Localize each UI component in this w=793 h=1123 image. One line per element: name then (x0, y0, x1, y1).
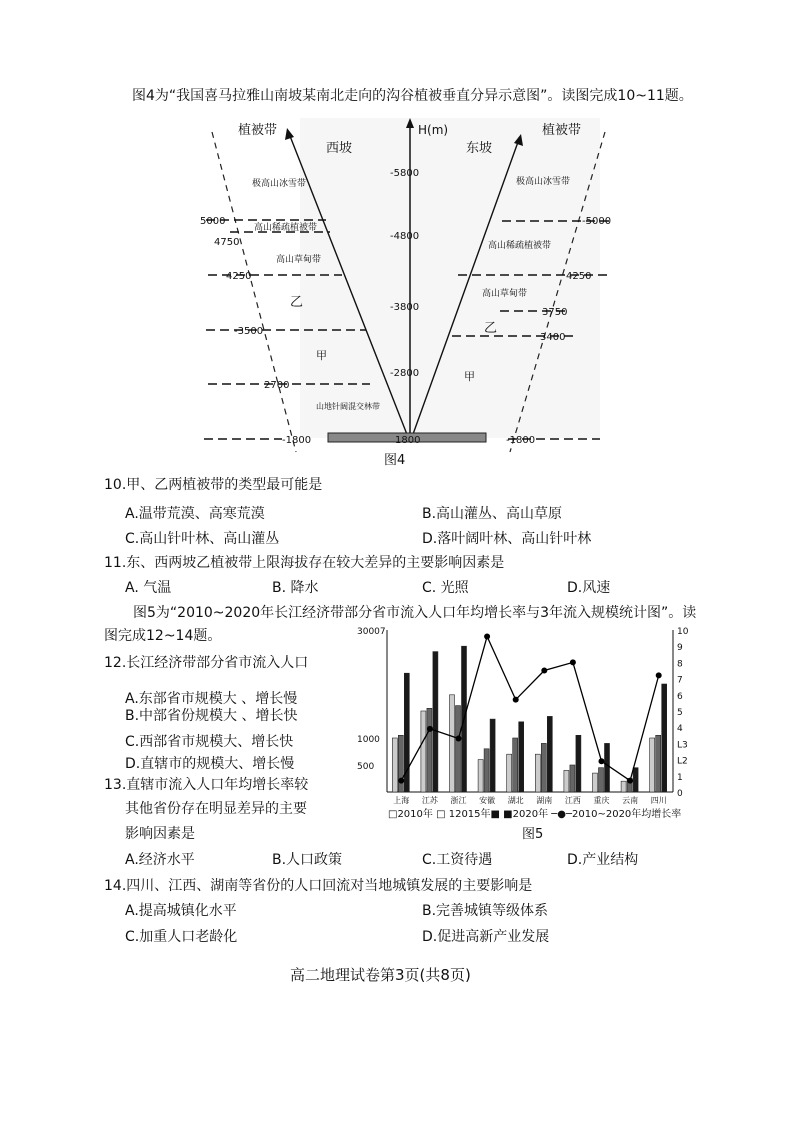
figure-4-diagram (190, 112, 620, 458)
bar-2010年 (593, 773, 598, 792)
zone-label: 高山稀疏植被带 (488, 241, 552, 251)
q11-option-a: A. 气温 (125, 580, 172, 596)
q14-option-c: C.加重人口老龄化 (125, 929, 238, 945)
axis-tick: -5800 (390, 168, 420, 179)
veg-label-left: 植被带 (238, 123, 278, 138)
bar-2015年 (513, 738, 518, 792)
legend-2020: ■2020年 ─●─2010~2020年均增长率 (503, 809, 682, 820)
q12-option-d: D.直辖市的规模大、增长慢 (125, 756, 295, 772)
zone-label: 极高山冰雪带 (252, 179, 307, 189)
axis-tick: 1800 (395, 435, 421, 446)
x-tick-label: 湖南 (536, 796, 553, 805)
figure-5-caption: 图5 (522, 827, 544, 842)
zone-label: 高山稀疏植被带 (254, 223, 318, 233)
y-tick-right: 8 (677, 659, 683, 670)
right-mark: -5000 (582, 216, 612, 227)
growth-rate-point (599, 758, 605, 764)
left-mark: -3500 (234, 326, 264, 337)
bar-2020年 (633, 768, 638, 792)
bar-2010年 (450, 695, 455, 792)
x-tick-label: 浙江 (450, 796, 467, 805)
x-tick-label: 云南 (622, 796, 639, 805)
zone-label: 甲 (464, 370, 475, 383)
zone-label: 高山草甸带 (276, 255, 322, 265)
y-tick-right: L2 (677, 756, 688, 767)
question-11-stem: 11.东、西两坡乙植被带上限海拔存在较大差异的主要影响因素是 (104, 555, 505, 571)
x-tick-label: 安徽 (479, 796, 496, 805)
zone-label: 乙 (484, 321, 498, 336)
q12-option-b: B.中部省份规模大 、增长快 (125, 708, 298, 724)
zone-label: 高山草甸带 (482, 289, 528, 299)
right-mark: 4250 (566, 271, 592, 282)
bar-2010年 (564, 770, 569, 792)
left-mark: 5000 (200, 216, 226, 227)
y-tick-right: L3 (677, 740, 688, 751)
axis-tick: -2800 (390, 368, 420, 379)
question-13-stem-1: 13.直辖市流入人口年均增长率较 (104, 777, 309, 793)
bar-2020年 (490, 719, 495, 792)
left-mark: 2700 (264, 380, 290, 391)
east-slope-label: 东坡 (466, 141, 493, 156)
bar-2015年 (599, 768, 604, 792)
q10-option-a: A.温带荒漠、高寒荒漠 (125, 506, 265, 522)
bar-2015年 (456, 706, 461, 792)
growth-rate-point (398, 778, 404, 784)
y-tick-right: 7 (677, 675, 683, 686)
axis-tick: -4800 (390, 231, 420, 242)
legend-2010: □2010年 □ (388, 809, 446, 820)
left-mark: 4250 (226, 271, 252, 282)
zone-label: 极高山冰雪带 (516, 177, 571, 187)
y-tick-left: 1000 (357, 735, 380, 745)
bar-2020年 (576, 735, 581, 792)
y-tick-right: 9 (677, 643, 683, 654)
q14-option-b: B.完善城镇等级体系 (422, 903, 549, 919)
fig5-intro-cont: 图完成12~14题。 (104, 628, 222, 644)
q13-option-d: D.产业结构 (567, 852, 639, 868)
q11-option-d: D.风速 (567, 580, 611, 596)
q11-option-b: B. 降水 (272, 580, 319, 596)
bar-2015年 (656, 735, 661, 792)
chart-legend (388, 806, 681, 824)
bar-2020年 (662, 684, 667, 792)
x-tick-label: 湖北 (507, 796, 524, 805)
bar-2020年 (433, 652, 438, 792)
growth-rate-point (541, 668, 547, 674)
x-tick-label: 江西 (564, 796, 581, 805)
zone-label: 甲 (316, 349, 327, 362)
legend-2015: 12015年■ (448, 809, 500, 820)
page-footer: 高二地理试卷第3页(共8页) (290, 966, 471, 984)
q11-option-c: C. 光照 (422, 580, 469, 596)
axis-label: H(m) (418, 123, 449, 137)
growth-rate-point (427, 726, 433, 732)
y-tick-right: 5 (677, 708, 683, 718)
bar-2010年 (392, 738, 397, 792)
y-tick-right: 0 (677, 789, 683, 799)
right-mark: 3750 (542, 307, 568, 318)
bar-2015年 (541, 743, 546, 792)
bar-2020年 (547, 716, 552, 792)
y-tick-right: 6 (677, 691, 683, 702)
q10-option-d: D.落叶阔叶林、高山针叶林 (422, 531, 592, 547)
q10-option-b: B.高山灌丛、高山草原 (422, 506, 563, 522)
y-tick-right: 10 (677, 627, 689, 637)
zone-label: 山地针阔混交林带 (316, 402, 380, 411)
bar-2010年 (421, 711, 426, 792)
y-tick-right: 1 (677, 772, 683, 783)
fig4-intro: 图4为“我国喜马拉雅山南坡某南北走向的沟谷植被垂直分异示意图”。读图完成10~11题。 (132, 88, 693, 104)
left-mark: -1800 (282, 435, 312, 446)
growth-rate-point (570, 659, 576, 665)
growth-rate-point (456, 736, 462, 742)
figure-5-chart (355, 622, 700, 820)
x-tick-label: 江苏 (421, 796, 438, 805)
q12-option-c: C.西部省市规模大、增长快 (125, 734, 294, 750)
question-13-stem-2: 其他省份存在明显差异的主要 (125, 801, 307, 817)
bar-2010年 (478, 760, 483, 792)
y-tick-left: 500 (357, 762, 375, 772)
veg-label-right: 植被带 (542, 123, 582, 138)
growth-rate-point (656, 672, 662, 678)
question-12-stem: 12.长江经济带部分省市流入人口 (104, 655, 309, 671)
x-tick-label: 重庆 (593, 796, 610, 805)
x-tick-label: 四川 (650, 796, 667, 805)
right-mark: -1800 (506, 435, 536, 446)
bar-2020年 (605, 743, 610, 792)
fig5-intro: 图5为“2010~2020年长江经济带部分省市流入人口年均增长率与3年流入规模统计图”。读 (133, 605, 697, 621)
growth-rate-point (513, 697, 519, 703)
figure-4-caption: 图4 (384, 453, 406, 468)
bar-2020年 (519, 722, 524, 792)
bar-2010年 (621, 781, 626, 792)
q12-option-a: A.东部省市规模大 、增长慢 (125, 691, 298, 707)
q14-option-a: A.提高城镇化水平 (125, 903, 237, 919)
y-tick-right: 4 (677, 724, 683, 735)
growth-rate-point (627, 778, 633, 784)
y-tick-left: 30007 (357, 627, 386, 637)
q14-option-d: D.促进高新产业发展 (422, 929, 550, 945)
question-13-stem-3: 影响因素是 (125, 826, 195, 842)
bar-2015年 (427, 708, 432, 792)
growth-rate-point (484, 633, 490, 639)
zone-label: 乙 (290, 295, 304, 310)
q13-option-a: A.经济水平 (125, 852, 195, 868)
bar-2010年 (650, 738, 655, 792)
growth-rate-line (401, 636, 658, 780)
bar-2015年 (570, 765, 575, 792)
q13-option-c: C.工资待遇 (422, 852, 493, 868)
bar-2010年 (535, 754, 540, 792)
x-tick-label: 上海 (393, 796, 410, 805)
bar-2010年 (507, 754, 512, 792)
west-slope-label: 西坡 (326, 141, 353, 156)
q10-option-c: C.高山针叶林、高山灌丛 (125, 531, 280, 547)
bar-2015年 (484, 749, 489, 792)
question-14-stem: 14.四川、江西、湖南等省份的人口回流对当地城镇发展的主要影响是 (104, 878, 533, 894)
question-10-stem: 10.甲、乙两植被带的类型最可能是 (104, 477, 323, 493)
right-mark: 3400 (540, 332, 566, 343)
q13-option-b: B.人口政策 (272, 852, 343, 868)
axis-tick: -3800 (390, 302, 420, 313)
left-mark: 4750 (214, 237, 240, 248)
